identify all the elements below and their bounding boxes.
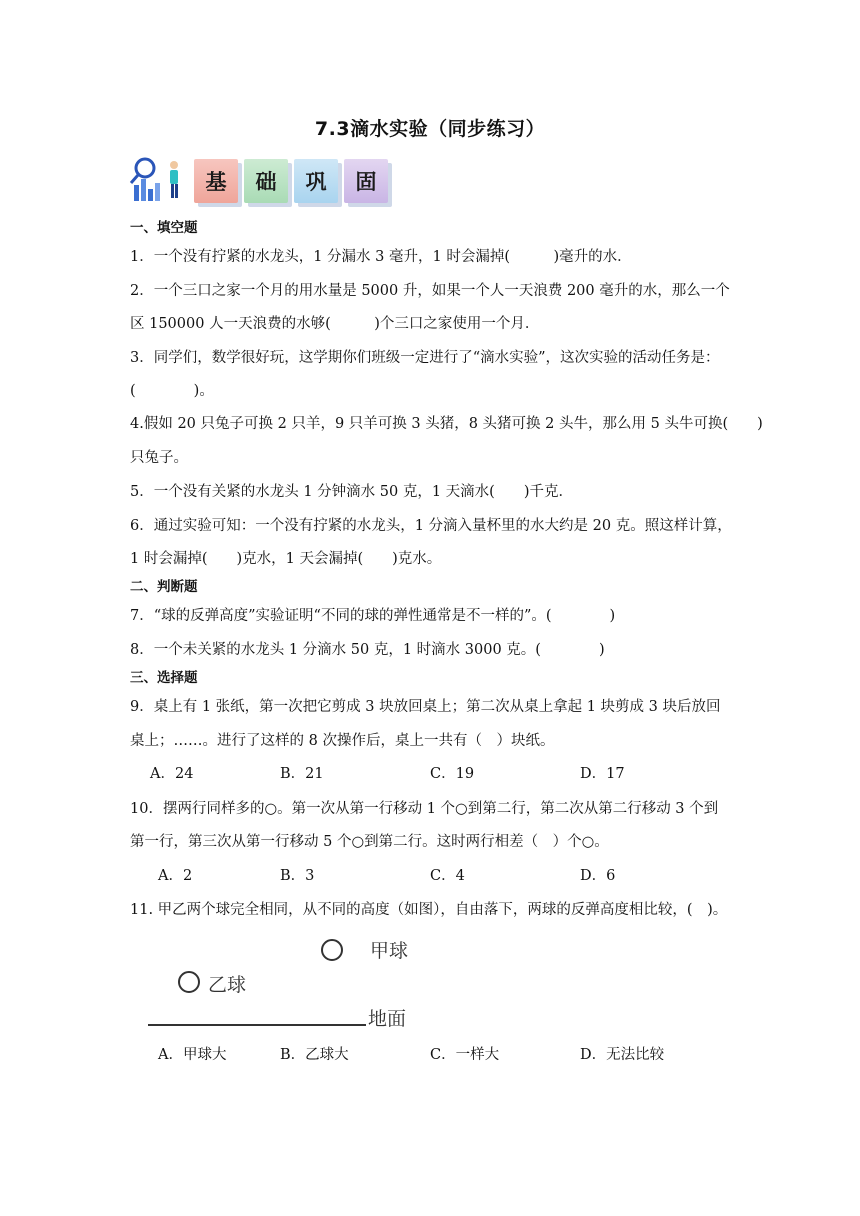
section-heading-multiple-choice: 三、选择题	[130, 670, 198, 686]
question-11-option-d: D．无法比较	[580, 1047, 665, 1063]
question-2-line-1: 2．一个三口之家一个月的用水量是 5000 升，如果一个人一天浪费 200 毫升的水，那么一个	[130, 283, 730, 299]
question-6-line-1: 6．通过实验可知：一个没有拧紧的水龙头，1 分滴入量杯里的水大约是 20 克。照这样计算，	[130, 518, 732, 534]
question-10-option-a: A．2	[158, 868, 193, 884]
question-9-option-d: D．17	[580, 766, 625, 782]
banner-char-4: 固	[344, 159, 388, 203]
question-2-line-2: 区 150000 人一天浪费的水够( )个三口之家使用一个月．	[130, 316, 540, 332]
question-9-option-c: C．19	[430, 766, 475, 782]
chart-magnifier-person-icon	[128, 155, 186, 205]
page-title: 7.3滴水实验（同步练习）	[314, 118, 546, 140]
question-10-option-c: C．4	[430, 868, 465, 884]
question-11-line-1: 11. 甲乙两个球完全相同，从不同的高度（如图），自由落下，两球的反弹高度相比较，( )。	[130, 902, 728, 918]
question-10-line-2: 第一行，第三次从第一行移动 5 个○到第二行。这时两行相差（ ）个○。	[130, 834, 609, 850]
question-4-line-1: 4.假如 20 只兔子可换 2 只羊，9 只羊可换 3 头猪，8 头猪可换 2 头牛，那么用 5 头牛可换( )	[130, 416, 763, 432]
banner-char-2: 础	[244, 159, 288, 203]
banner-char-1: 基	[194, 159, 238, 203]
question-10-option-b: B．3	[280, 868, 315, 884]
question-10-option-d: D．6	[580, 868, 616, 884]
question-4-line-2: 只兔子。	[130, 450, 188, 466]
ball-a-label: 甲球	[370, 940, 409, 962]
ground-label: 地面	[368, 1008, 407, 1030]
ball-height-figure	[140, 930, 440, 1040]
question-11-option-a: A．甲球大	[158, 1047, 227, 1063]
question-1-line-1: 1．一个没有拧紧的水龙头，1 分漏水 3 毫升，1 时会漏掉( )毫升的水．	[130, 249, 632, 265]
ball-b-icon	[177, 970, 201, 994]
ball-a-icon	[320, 938, 344, 962]
section-banner	[128, 155, 388, 205]
ball-b-label: 乙球	[208, 974, 247, 996]
question-9-line-1: 9．桌上有 1 张纸，第一次把它剪成 3 块放回桌上；第二次从桌上拿起 1 块剪成 3 块后放回	[130, 699, 721, 715]
banner-char-3: 巩	[294, 159, 338, 203]
question-9-option-b: B．21	[280, 766, 324, 782]
question-11-option-b: B．乙球大	[280, 1047, 349, 1063]
question-8-line-1: 8．一个未关紧的水龙头 1 分滴水 50 克，1 时滴水 3000 克。( )	[130, 642, 605, 658]
question-3-line-1: 3．同学们，数学很好玩，这学期你们班级一定进行了“滴水实验”，这次实验的活动任务是：	[130, 350, 720, 366]
question-5-line-1: 5．一个没有关紧的水龙头 1 分钟滴水 50 克，1 天滴水( )千克．	[130, 484, 573, 500]
question-9-option-a: A．24	[150, 766, 194, 782]
section-heading-fill-in: 一、填空题	[130, 220, 198, 236]
question-7-line-1: 7．“球的反弹高度”实验证明“不同的球的弹性通常是不一样的”。( )	[130, 608, 616, 624]
question-11-option-c: C．一样大	[430, 1047, 500, 1063]
question-6-line-2: 1 时会漏掉( )克水，1 天会漏掉( )克水。	[130, 551, 442, 567]
question-10-line-1: 10．摆两行同样多的○。第一次从第一行移动 1 个○到第二行，第二次从第二行移动 3 个到	[130, 801, 719, 817]
ground-line	[148, 1024, 366, 1026]
section-heading-true-false: 二、判断题	[130, 579, 198, 595]
question-3-line-2: ( )。	[130, 383, 214, 399]
question-9-line-2: 桌上；……。进行了这样的 8 次操作后，桌上一共有（ ）块纸。	[130, 733, 555, 749]
